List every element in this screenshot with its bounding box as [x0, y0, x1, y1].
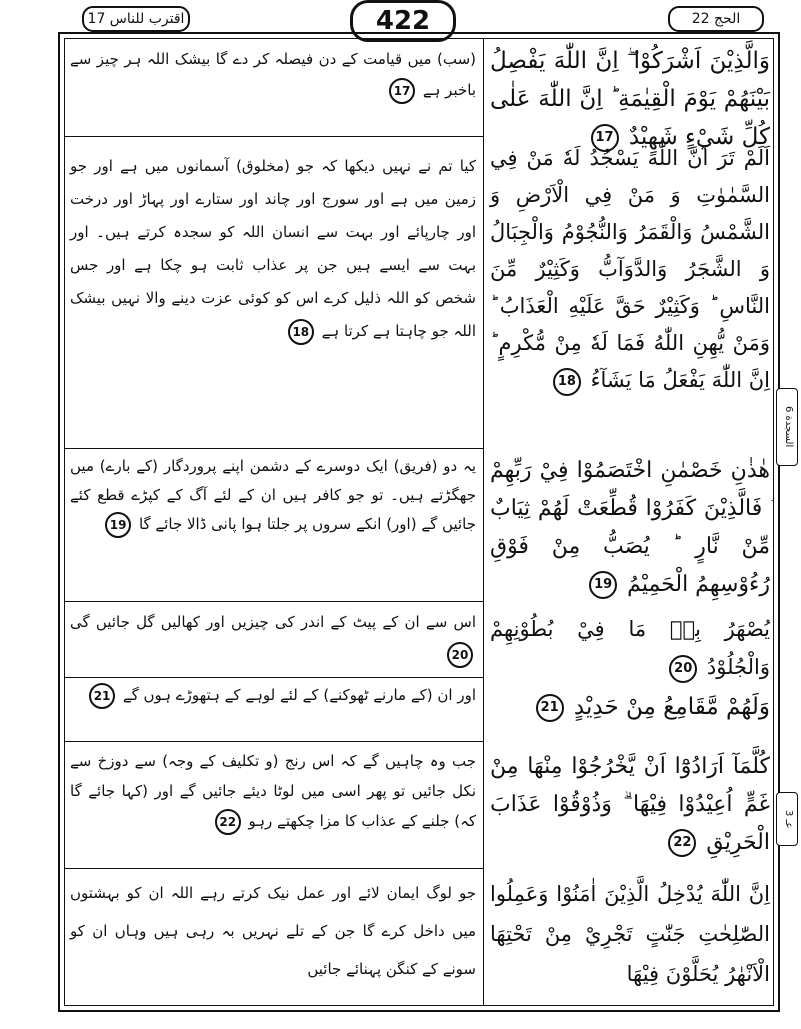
column-divider: [483, 38, 484, 1006]
urdu-text: جو لوگ ایمان لائے اور عمل نیک کرتے رہے اللہ ان کو بہشتوں میں داخل کرے گا جن کے تلے نہریں بہ رہی ہیں وہاں ان کو سونے کے کنگن پہنائے جائیں: [70, 884, 476, 978]
urdu-text: کیا تم نے نہیں دیکھا کہ جو (مخلوق) آسمانوں میں ہے اور جو زمین میں ہے اور سورج اور چاند اور ستارے اور پہاڑ اور درخت اور چارپائے اور بہت سے انسان اللہ کو سجدہ کرتے ہیں۔ اور بہت سے ایسے ہیں جن پر عذاب ثابت ہو چکا ہے اور جس شخص کو اللہ ذلیل کرے اس کو کوئی عزت دینے والا نہیں بیشک اللہ جو چاہتا ہے کرتا ہے: [70, 157, 476, 340]
row-divider: [64, 136, 483, 137]
verse-number-badge: 21: [536, 694, 564, 722]
verse-number-badge: 21: [89, 683, 115, 709]
urdu-text: یہ دو (فریق) ایک دوسرے کے دشمن اپنے پروردگار (کے بارے) میں جھگڑتے ہیں۔ تو جو کافر ہیں ان کے لئے آگ کے کپڑے قطع کئے جائیں گے (اور) انکے سروں پر جلتا ہوا پانی ڈالا جائے گا: [70, 457, 476, 533]
surah-name-tab: الحج 22: [668, 6, 764, 32]
arabic-text: كُلَّمَآ اَرَادُوْٓا اَنْ يَّخْرُجُوْا مِنْهَا مِنْ غَمٍّ اُعِيْدُوْا فِيْهَا ۗ وَذُوْقُوْا عَذَابَ الْحَرِيْقِ: [490, 754, 770, 855]
verse-arabic: [490, 42, 770, 156]
verse-arabic: [490, 140, 770, 399]
verse-translation: [70, 606, 476, 670]
verse-arabic: [490, 874, 770, 994]
verse-translation: [70, 44, 476, 106]
verse-arabic: [490, 610, 770, 686]
arabic-text: وَالَّذِيْنَ اَشْرَكُوْا ۖ اِنَّ اللّٰهَ يَفْصِلُ بَيْنَهُمْ يَوْمَ الْقِيٰمَةِ ؕ اِنَّ اللّٰهَ عَلٰى كُلِّ شَيْءٍ شَهِيْدٌ: [490, 48, 770, 150]
row-divider: [64, 741, 483, 742]
row-divider: [64, 601, 483, 602]
verse-number-badge: 20: [447, 642, 473, 668]
verse-number-badge: 22: [668, 829, 696, 857]
verse-number-badge: 18: [553, 368, 581, 396]
arabic-text: وَلَهُمْ مَّقَامِعُ مِنْ حَدِيْدٍ: [573, 694, 770, 720]
arabic-text: اِنَّ اللّٰهَ يُدْخِلُ الَّذِيْنَ اٰمَنُوْا وَعَمِلُوا الصّٰلِحٰتِ جَنّٰتٍ تَجْرِيْ مِنْ تَحْتِهَا الْاَنْهٰرُ يُحَلَّوْنَ فِيْهَا: [490, 882, 770, 986]
verse-translation: [70, 150, 476, 348]
verse-number-badge: 22: [215, 809, 241, 835]
arabic-text: اَلَمْ تَرَ اَنَّ اللّٰهَ يَسْجُدُ لَهٗ مَنْ فِي السَّمٰوٰتِ وَ مَنْ فِي الْاَرْضِ وَ الشَّمْسُ وَالْقَمَرُ وَالنُّجُوْمُ وَالْجِبَالُ وَ الشَّجَرُ وَالدَّوَآبُّ وَكَثِيْرٌ مِّنَ النَّاسِ ؕ وَكَثِيْرٌ حَقَّ عَلَيْهِ الْعَذَابُ ؕ وَمَنْ يُّهِنِ اللّٰهُ فَمَا لَهٗ مِنْ مُّكْرِمٍ ؕ اِنَّ اللّٰهَ يَفْعَلُ مَا يَشَآءُ: [490, 146, 770, 392]
verse-translation: [70, 746, 476, 836]
verse-translation: [70, 681, 476, 710]
verse-number-badge: 20: [669, 655, 697, 683]
ruku-marker: عـ 3: [776, 792, 798, 846]
row-divider: [64, 868, 483, 869]
page-number: 422: [350, 0, 456, 42]
verse-arabic: [490, 688, 770, 726]
verse-number-badge: 17: [389, 78, 415, 104]
row-divider: [64, 448, 483, 449]
row-divider: [64, 677, 483, 678]
verse-number-badge: 19: [105, 512, 131, 538]
arabic-text: يُصْهَرُ بِهٖ مَا فِيْ بُطُوْنِهِمْ وَالْجُلُوْدُ: [490, 617, 770, 679]
urdu-text: اس سے ان کے پیٹ کے اندر کی چیزیں اور کھالیں گل جائیں گی: [70, 613, 476, 631]
verse-number-badge: 19: [589, 571, 617, 599]
urdu-text: جب وہ چاہیں گے کہ اس رنج (و تکلیف کے وجہ) سے دوزخ سے نکل جائیں تو پھر اسی میں لوٹا دیئے جائیں گے اور (کہا جائے گا کہ) جلنے کے عذاب کا مزا چکھتے رہو: [70, 752, 476, 830]
sajdah-marker: السجدة 6: [776, 388, 798, 466]
verse-number-badge: 17: [591, 124, 619, 152]
verse-translation: [70, 874, 476, 988]
verse-translation: [70, 452, 476, 539]
verse-arabic: [490, 452, 770, 604]
urdu-text: اور ان (کے مارنے ٹھوکنے) کے لئے لوہے کے ہتھوڑے ہوں گے: [122, 686, 476, 704]
arabic-text: هٰذٰنِ خَصْمٰنِ اخْتَصَمُوْا فِيْ رَبِّهِمْ ؗ فَالَّذِيْنَ كَفَرُوْا قُطِّعَتْ لَهُمْ ثِيَابٌ مِّنْ نَّارٍ ؕ يُصَبُّ مِنْ فَوْقِ رُءُوْسِهِمُ الْحَمِيْمُ: [490, 458, 770, 597]
urdu-text: (سب) میں قیامت کے دن فیصلہ کر دے گا بیشک اللہ ہر چیز سے باخبر ہے: [70, 50, 476, 99]
verse-number-badge: 18: [288, 319, 314, 345]
verse-arabic: [490, 748, 770, 862]
juz-name-tab: اقترب للناس 17: [82, 6, 190, 32]
